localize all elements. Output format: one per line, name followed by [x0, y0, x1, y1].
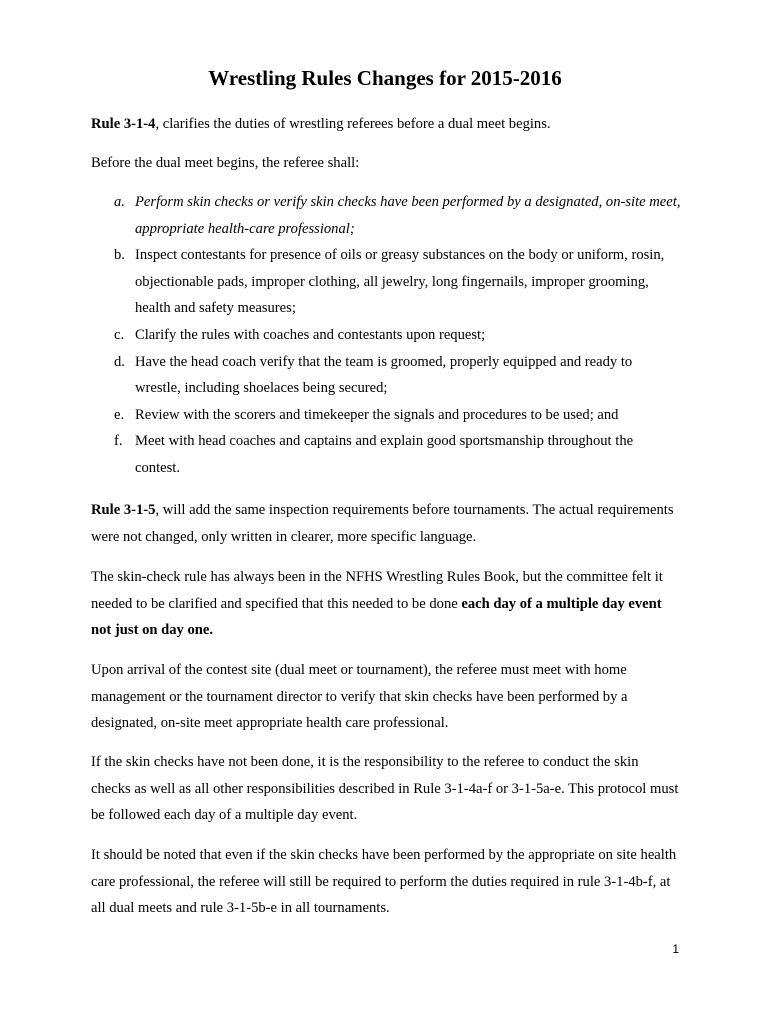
list-item-c: [91, 322, 681, 349]
list-item-text: Inspect contestants for presence of oils or greasy substances on the body or uniform, rosin, objectionable pads, improper clothing, all jewelry, long fingernails, improper grooming, health and safety measures;: [135, 247, 665, 317]
skin-check-text: The skin-check rule has always been in the NFHS Wrestling Rules Book, but the committee felt it needed to be clarified and specified that this needed to be done: [91, 569, 663, 612]
not-done-paragraph: If the skin checks have not been done, it is the responsibility to the referee to conduct the skin checks as well as all other responsibilities described in Rule 3-1-4a-f or 3-1-5a-e. This protocol must be followed each day of a multiple day event.: [91, 754, 679, 824]
list-item-text: Review with the scorers and timekeeper the signals and procedures to be used; and: [135, 406, 619, 423]
rule-3-1-4-text: , clarifies the duties of wrestling referees before a dual meet begins.: [155, 116, 551, 132]
duties-list: [91, 189, 681, 482]
skin-check-paragraph: [91, 564, 681, 644]
list-marker: b.: [114, 247, 125, 264]
list-item-a: [91, 189, 681, 242]
list-item-text: Perform skin checks or verify skin checks have been performed by a designated, on-site meet, appropriate health-care professional;: [135, 194, 681, 237]
list-marker: a.: [114, 194, 125, 210]
rule-3-1-4-label: Rule 3-1-4: [91, 116, 156, 132]
list-marker: d.: [114, 353, 125, 370]
list-item-text: Meet with head coaches and captains and explain good sportsmanship throughout the contest.: [135, 433, 634, 476]
page-number: 1: [672, 942, 679, 956]
rule-3-1-4-paragraph: [91, 111, 681, 138]
document-title: Wrestling Rules Changes for 2015-2016: [208, 66, 562, 90]
intro-paragraph: Before the dual meet begins, the referee shall:: [91, 155, 360, 171]
skin-check-emphasis: each day of a multiple day event not just on day one.: [91, 595, 662, 639]
list-marker: f.: [114, 433, 123, 450]
list-item-text: Have the head coach verify that the team is groomed, properly equipped and ready to wrestle, including shoelaces being secured;: [135, 353, 633, 397]
list-marker: c.: [114, 326, 125, 343]
list-item-e: [91, 402, 681, 429]
arrival-paragraph: Upon arrival of the contest site (dual meet or tournament), the referee must meet with home management or the tournament director to verify that skin checks have been performed by a designated, on-site meet appropriate health care professional.: [91, 662, 628, 732]
list-item-b: [91, 242, 681, 322]
list-item-d: [91, 349, 681, 402]
noted-paragraph: It should be noted that even if the skin checks have been performed by the appropriate on site health care professional, the referee will still be required to perform the duties required in rule 3-1-4b-f, at all dual meets and rule 3-1-5b-e in all tournaments.: [91, 847, 677, 917]
list-marker: e.: [114, 406, 125, 423]
rule-3-1-5-text: , will add the same inspection requirements before tournaments. The actual requirements were not changed, only written in clearer, more specific language.: [91, 502, 674, 545]
list-item-f: [91, 428, 681, 481]
rule-3-1-5-label: Rule 3-1-5: [91, 502, 156, 518]
rule-3-1-5-paragraph: [91, 497, 681, 550]
list-item-text: Clarify the rules with coaches and contestants upon request;: [135, 326, 486, 343]
